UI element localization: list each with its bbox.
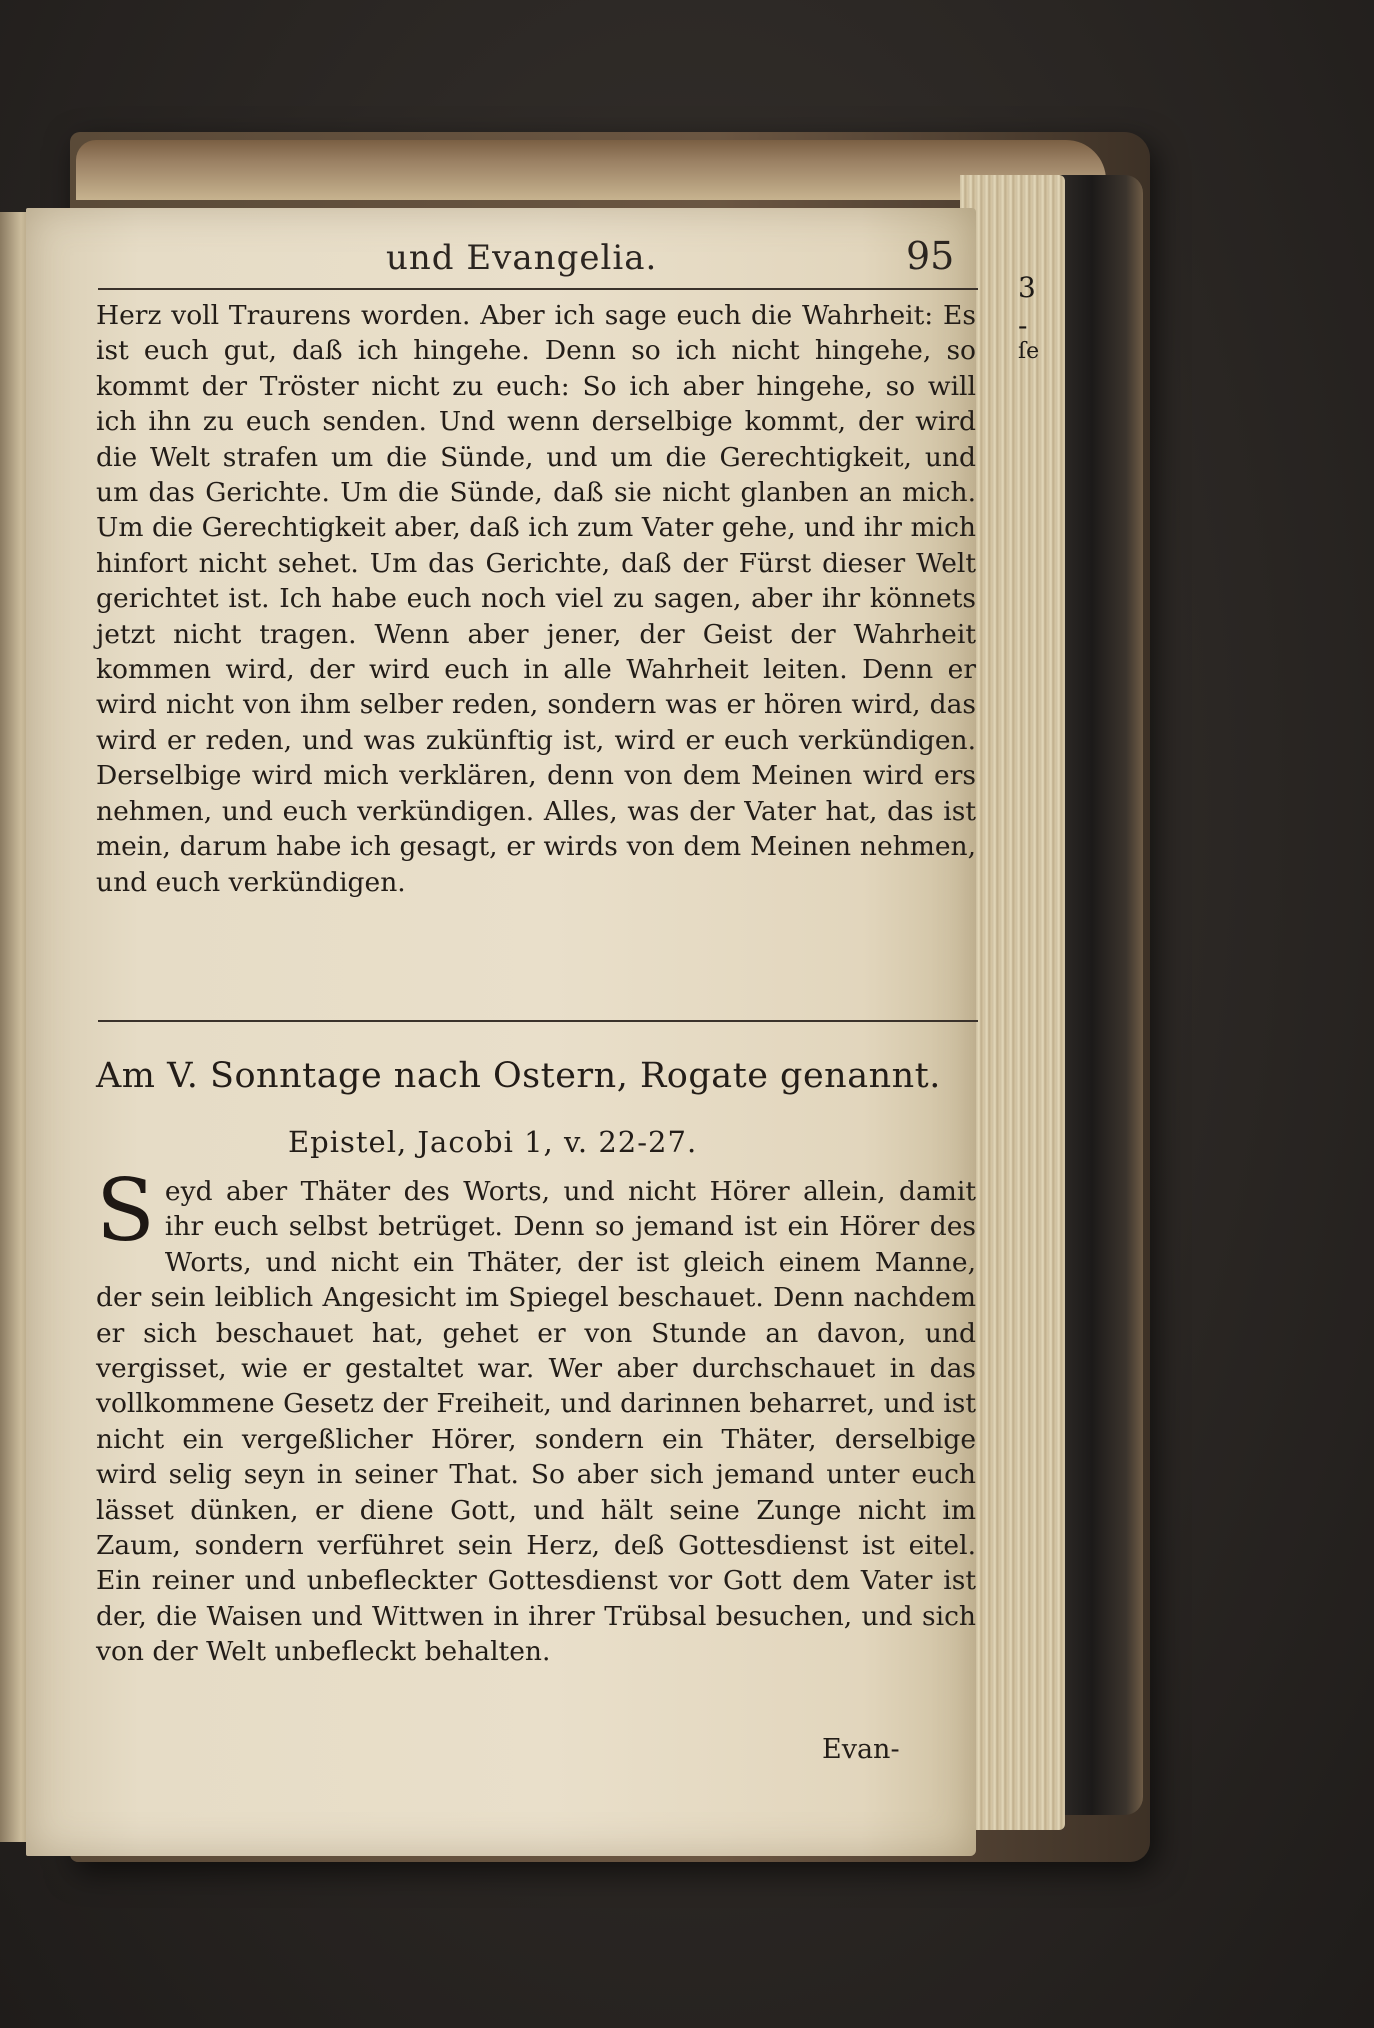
- header-rule: [98, 288, 978, 290]
- margin-mark: ſe: [1018, 339, 1040, 364]
- drop-cap: S: [96, 1161, 155, 1261]
- section-divider: [98, 1020, 978, 1022]
- book-page: [26, 208, 976, 1856]
- section-heading: Am V. Sonntage nach Ostern, Rogate genannt.: [96, 1056, 941, 1096]
- epistle-text: eyd aber Thäter des Worts, und nicht Hörer allein, damit ihr euch selbst betrüget. Denn so jemand ist ein Hörer des Worts, und nicht ein Thäter, der ist gleich einem Manne, der sein leiblich Angesicht im Spiegel beschauet. Denn nachdem er sich beschauet hat, gehet er von Stunde an davon, und vergisset, wie er gestaltet war. Wer aber durchschauet in das vollkommene Gesetz der Freiheit, und darinnen beharret, und ist nicht ein vergeßlicher Hörer, sondern ein Thäter, derselbige wird selig seyn in seiner That. So aber sich jemand unter euch lässet dünken, er diene Gott, und hält seine Zunge nicht im Zaum, sondern verführet sein Herz, deß Gottesdienst ist eitel. Ein reiner und unbefleckter Gottesdienst vor Gott dem Vater ist der, die Waisen und Wittwen in ihrer Trübsal besuchen, und sich von der Welt unbefleckt behalten.: [96, 1176, 976, 1668]
- page-header: [26, 230, 976, 290]
- book-spine: [1058, 175, 1143, 1815]
- margin-mark: 3: [1018, 271, 1036, 304]
- gospel-text: Herz voll Traurens worden. Aber ich sage euch die Wahrheit: Es ist euch gut, daß ich hingehe. Denn so ich nicht hingehe, so kommt der Tröster nicht zu euch: So ich aber hingehe, so will ich ihn zu euch senden. Und wenn derselbige kommt, der wird die Welt strafen um die Sünde, und um die Gerechtigkeit, und um das Gerichte. Um die Sünde, daß sie nicht glanben an mich. Um die Gerechtigkeit aber, daß ich zum Vater gehe, und ihr mich hinfort nicht sehet. Um das Gerichte, daß der Fürst dieser Welt gerichtet ist. Ich habe euch noch viel zu sagen, aber ihr könnets jetzt nicht tragen. Wenn aber jener, der Geist der Wahrheit kommen wird, der wird euch in alle Wahrheit leiten. Denn er wird nicht von ihm selber reden, sondern was er hören wird, das wird er reden, und was zukünftig ist, wird er euch verkündigen. Derselbige wird mich verklären, denn von dem Meinen wird ers nehmen, und euch verkündigen. Alles, was der Vater hat, das ist mein, darum habe ich gesagt, er wirds von dem Meinen nehmen, und euch verkündigen.: [96, 300, 976, 898]
- margin-mark: -: [1018, 309, 1028, 342]
- worn-top-edge: [76, 140, 1106, 200]
- epistle-heading: Epistel, Jacobi 1, v. 22-27.: [288, 1125, 698, 1159]
- epistle-body: [96, 1161, 976, 1670]
- catchword: Evan-: [822, 1734, 900, 1765]
- running-title: und Evangelia.: [386, 238, 658, 278]
- page-number: 95: [906, 234, 955, 278]
